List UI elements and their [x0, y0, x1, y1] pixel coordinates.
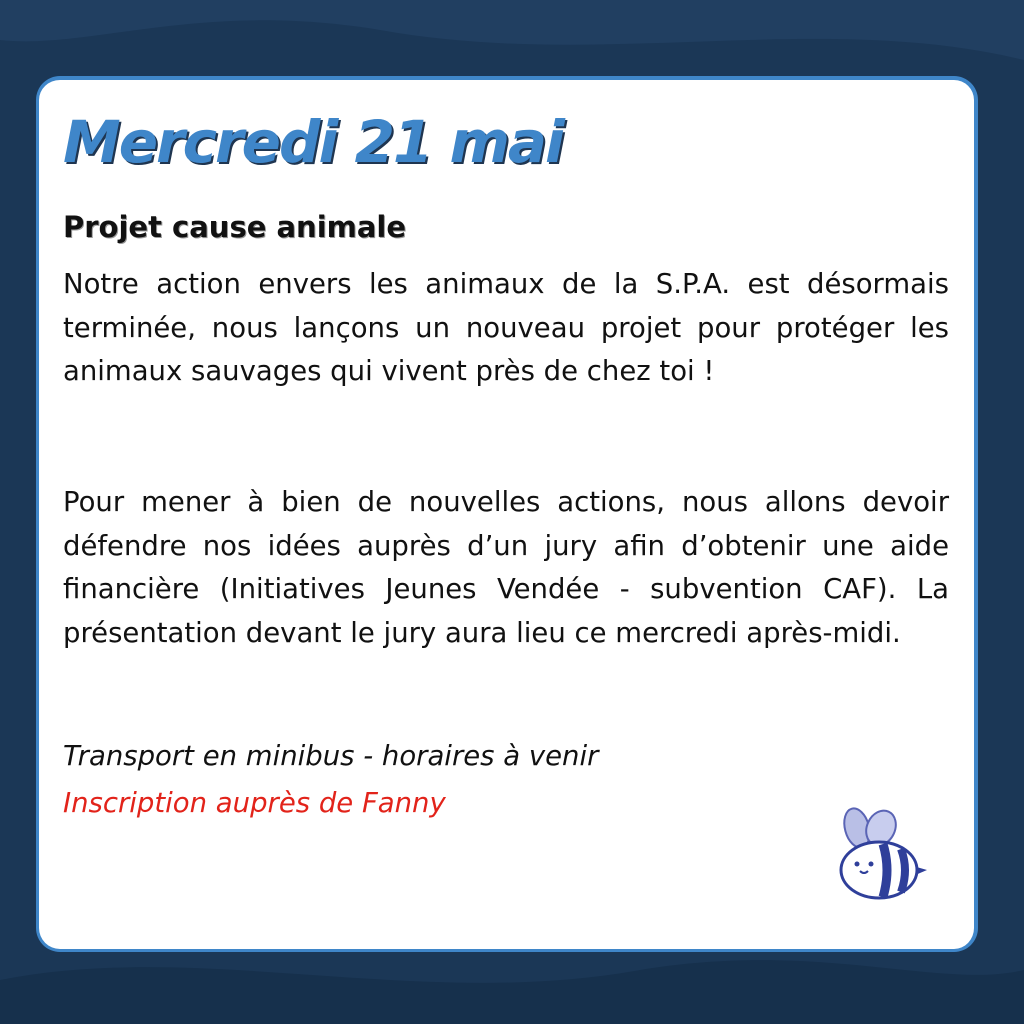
bee-icon	[819, 806, 931, 906]
page-title: Mercredi 21 mai	[63, 108, 563, 176]
intro-paragraph: Notre action envers les animaux de la S.P.A. est désormais terminée, nous lançons un nouveau projet pour protéger les animaux sauvages qui vivent près de chez toi !	[63, 268, 949, 387]
transport-note: Transport en minibus - horaires à venir	[63, 740, 599, 772]
project-subtitle: Projet cause animale	[63, 210, 407, 244]
registration-note: Inscription auprès de Fanny	[63, 787, 446, 819]
info-card	[36, 76, 978, 952]
details-paragraph: Pour mener à bien de nouvelles actions, nous allons devoir défendre nos idées auprès d’un jury afin d’obtenir une aide financière (Initiatives Jeunes Vendée - subvention CAF). La présentation devant le jury aura lieu ce mercredi après-midi.	[63, 486, 949, 649]
